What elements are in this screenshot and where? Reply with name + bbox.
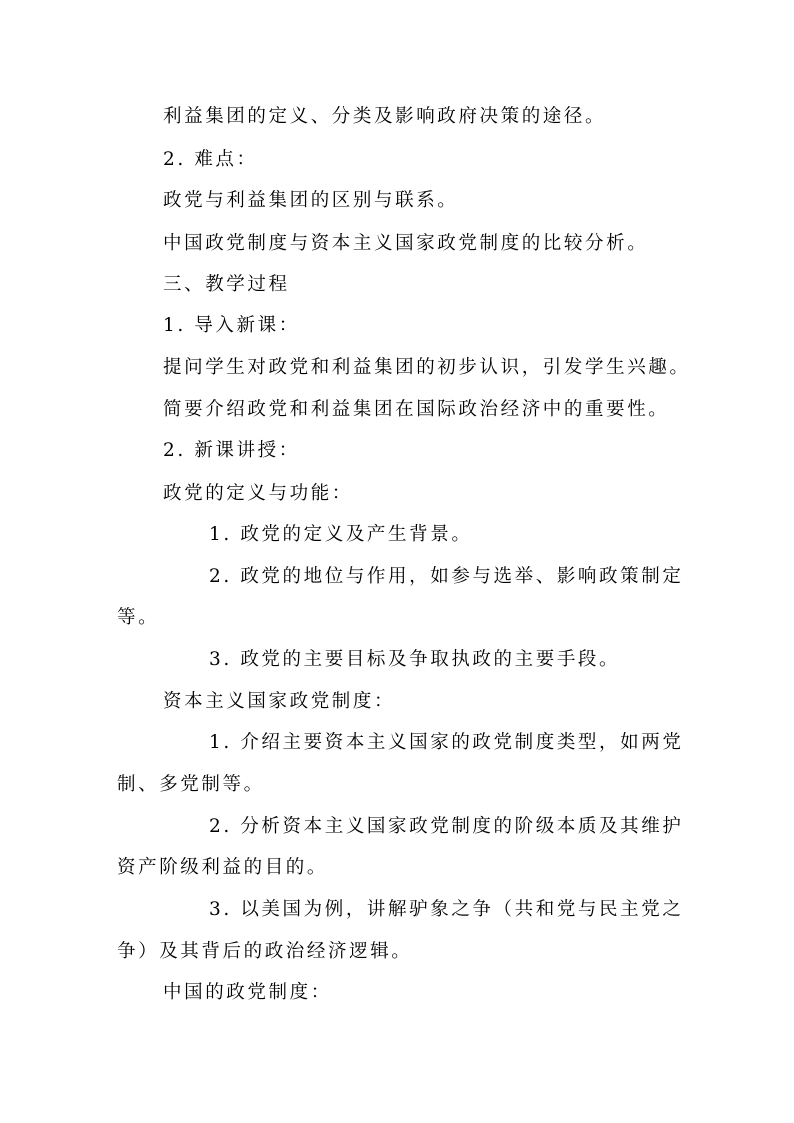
text-line-3: 政党与利益集团的区别与联系。 (163, 190, 459, 211)
section-heading: 三、教学过程 (163, 274, 290, 295)
text-line-21: 争）及其背后的政治经济逻辑。 (117, 941, 413, 962)
text-line-16: 1. 介绍主要资本主义国家的政党制度类型，如两党 (209, 732, 684, 753)
text-line-8: 简要介绍政党和利益集团在国际政治经济中的重要性。 (163, 399, 670, 420)
text-line-15: 资本主义国家政党制度： (163, 691, 396, 712)
text-line-19: 资产阶级利益的目的。 (117, 857, 329, 878)
text-line-14: 3. 政党的主要目标及争取执政的主要手段。 (209, 649, 621, 670)
text-line-13: 等。 (117, 607, 160, 628)
text-line-4: 中国政党制度与资本主义国家政党制度的比较分析。 (163, 233, 649, 254)
text-line-1: 利益集团的定义、分类及影响政府决策的途径。 (163, 106, 607, 127)
text-line-9: 2. 新课讲授： (163, 440, 300, 461)
text-line-10: 政党的定义与功能： (163, 483, 353, 504)
text-line-7: 提问学生对政党和利益集团的初步认识，引发学生兴趣。 (163, 357, 691, 378)
text-line-2: 2. 难点： (163, 149, 258, 170)
text-line-22: 中国的政党制度： (163, 982, 332, 1003)
text-line-12: 2. 政党的地位与作用，如参与选举、影响政策制定 (209, 566, 684, 587)
text-line-6: 1. 导入新课： (163, 315, 300, 336)
text-line-18: 2. 分析资本主义国家政党制度的阶级本质及其维护 (209, 816, 684, 837)
text-line-20: 3. 以美国为例，讲解驴象之争（共和党与民主党之 (209, 899, 684, 920)
text-line-17: 制、多党制等。 (117, 774, 265, 795)
text-line-11: 1. 政党的定义及产生背景。 (209, 524, 473, 545)
